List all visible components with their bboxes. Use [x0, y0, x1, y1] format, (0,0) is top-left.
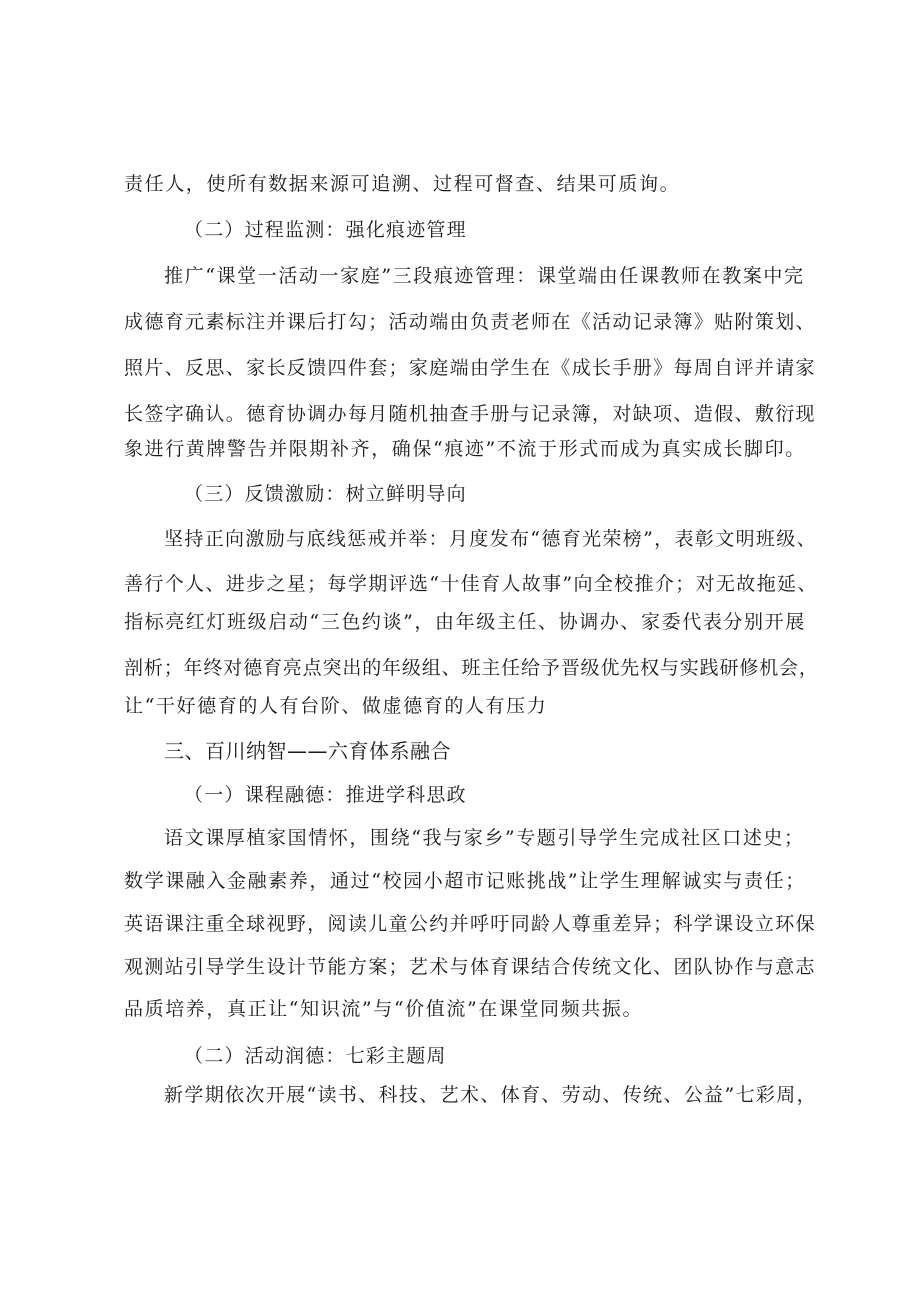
subsection-title: （二）活动润德：七彩主题周 — [184, 1045, 447, 1067]
paragraph-line: 象进行黄牌警告并限期补齐，确保“痕迹”不流于形式而成为真实成长脚印。 — [124, 438, 806, 460]
paragraph-line: 坚持正向激励与底线惩戒并举：月度发布“德育光荣榜”，表彰文明班级、 — [164, 528, 817, 550]
paragraph-line: 剖析；年终对德育亮点突出的年级组、班主任给予晋级优先权与实践研修机会， — [124, 657, 819, 679]
paragraph-line: 成德育元素标注并课后打勾；活动端由负责老师在《活动记录簿》贴附策划、 — [124, 311, 816, 333]
subsection-title: （三）反馈激励：树立鲜明导向 — [184, 483, 467, 505]
paragraph-line: 数学课融入金融素养，通过“校园小超市记账挑战”让学生理解诚实与责任； — [124, 870, 806, 892]
paragraph-line: 责任人，使所有数据来源可追溯、过程可督查、结果可质询。 — [124, 173, 681, 195]
paragraph-line: 推广“课堂一活动一家庭”三段痕迹管理：课堂端由任课教师在教案中完 — [164, 265, 805, 287]
section-heading: 三、百川纳智——六育体系融合 — [164, 739, 451, 763]
paragraph-line: 照片、反思、家长反馈四件套；家庭端由学生在《成长手册》每周自评并请家 — [124, 357, 816, 379]
paragraph-line: 品质培养，真正让“知识流”与“价值流”在课堂同频共振。 — [124, 998, 644, 1020]
paragraph-line: 善行个人、进步之星；每学期评选“十佳育人故事”向全校推介；对无故拖延、 — [124, 573, 818, 595]
paragraph-line: 让“干好德育的人有台阶、做虚德育的人有压力 — [124, 695, 548, 717]
subsection-title: （一）课程融德：推进学科思政 — [184, 784, 467, 806]
paragraph-line: 语文课厚植家国情怀，围绕“我与家乡”专题引导学生完成社区口述史； — [164, 827, 805, 849]
paragraph-line: 观测站引导学生设计节能方案；艺术与体育课结合传统文化、团队协作与意志 — [124, 956, 816, 978]
paragraph-line: 长签字确认。德育协调办每月随机抽查手册与记录簿，对缺项、造假、敷衍现 — [124, 403, 816, 425]
paragraph-line: 指标亮红灯班级启动“三色约谈”，由年级主任、协调办、家委代表分别开展 — [124, 611, 806, 633]
paragraph-line: 英语课注重全球视野，阅读儿童公约并呼吁同龄人尊重差异；科学课设立环保 — [124, 913, 816, 935]
paragraph-line: 新学期依次开展“读书、科技、艺术、体育、劳动、传统、公益”七彩周， — [164, 1084, 817, 1106]
subsection-title: （二）过程监测：强化痕迹管理 — [184, 219, 467, 241]
